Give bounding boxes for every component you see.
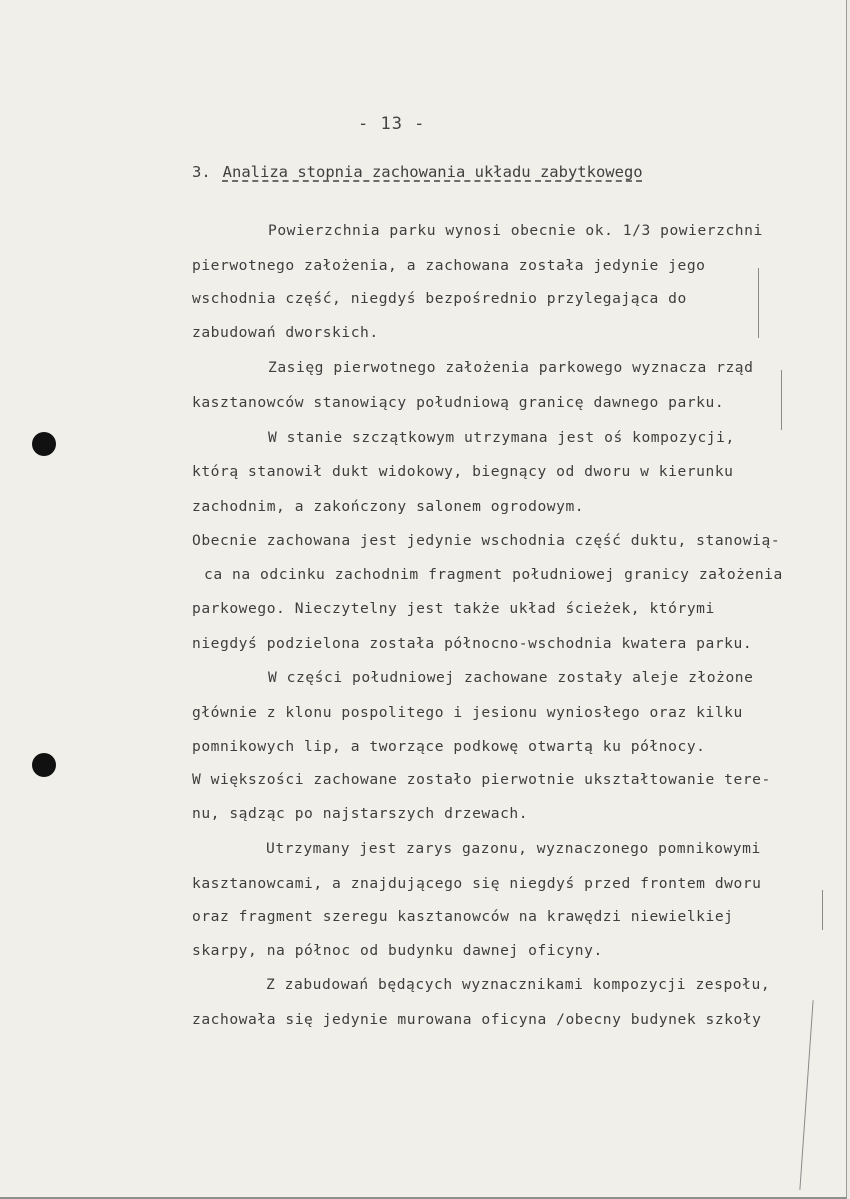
text-line: oraz fragment szeregu kasztanowców na krawędzi niewielkiej [192,908,734,925]
text-line: wschodnia część, niegdyś bezpośrednio przylegająca do [192,290,687,307]
pencil-mark [799,1000,813,1190]
text-line: niegdyś podzielona została północno-wschodnia kwatera parku. [192,635,753,652]
text-line: Zasięg pierwotnego założenia parkowego wyznacza rząd [268,359,754,376]
section-heading [192,163,643,181]
text-line: nu, sądząc po najstarszych drzewach. [192,805,529,822]
text-line: zachowała się jedynie murowana oficyna /obecny budynek szkoły [192,1011,762,1028]
pencil-mark [822,890,823,930]
text-line: W części południowej zachowane zostały aleje złożone [268,669,754,686]
punch-hole-bottom [32,753,56,777]
text-line: pomnikowych lip, a tworzące podkowę otwartą ku północy. [192,738,706,755]
text-line: Utrzymany jest zarys gazonu, wyznaczonego pomnikowymi [266,840,761,857]
text-line: W większości zachowane zostało pierwotnie ukształtowanie tere- [192,771,771,788]
text-line: W stanie szczątkowym utrzymana jest oś kompozycji, [268,429,735,446]
text-line: Powierzchnia parku wynosi obecnie ok. 1/3 powierzchni [268,222,763,239]
pencil-mark [758,268,759,338]
text-line: parkowego. Nieczytelny jest także układ ścieżek, którymi [192,600,715,617]
section-number: 3. [192,163,211,181]
text-line: Obecnie zachowana jest jedynie wschodnia część duktu, stanowią- [192,532,781,549]
text-line: skarpy, na północ od budynku dawnej oficyny. [192,942,603,959]
text-line: zachodnim, a zakończony salonem ogrodowym. [192,498,585,515]
text-line: kasztanowców stanowiący południową granicę dawnego parku. [192,394,725,411]
section-title: Analiza stopnia zachowania układu zabytkowego [222,163,643,181]
text-line: pierwotnego założenia, a zachowana została jedynie jego [192,257,706,274]
page-number: - 13 - [358,114,426,134]
text-line: głównie z klonu pospolitego i jesionu wyniosłego oraz kilku [192,704,743,721]
punch-hole-top [32,432,56,456]
pencil-mark [781,370,782,430]
text-line: Z zabudowań będących wyznacznikami kompozycji zespołu, [266,976,771,993]
text-line: kasztanowcami, a znajdującego się niegdyś przed frontem dworu [192,875,762,892]
text-line: którą stanowił dukt widokowy, biegnący od dworu w kierunku [192,463,734,480]
text-line: zabudowań dworskich. [192,324,379,341]
text-line: ca na odcinku zachodnim fragment południowej granicy założenia [204,566,783,583]
